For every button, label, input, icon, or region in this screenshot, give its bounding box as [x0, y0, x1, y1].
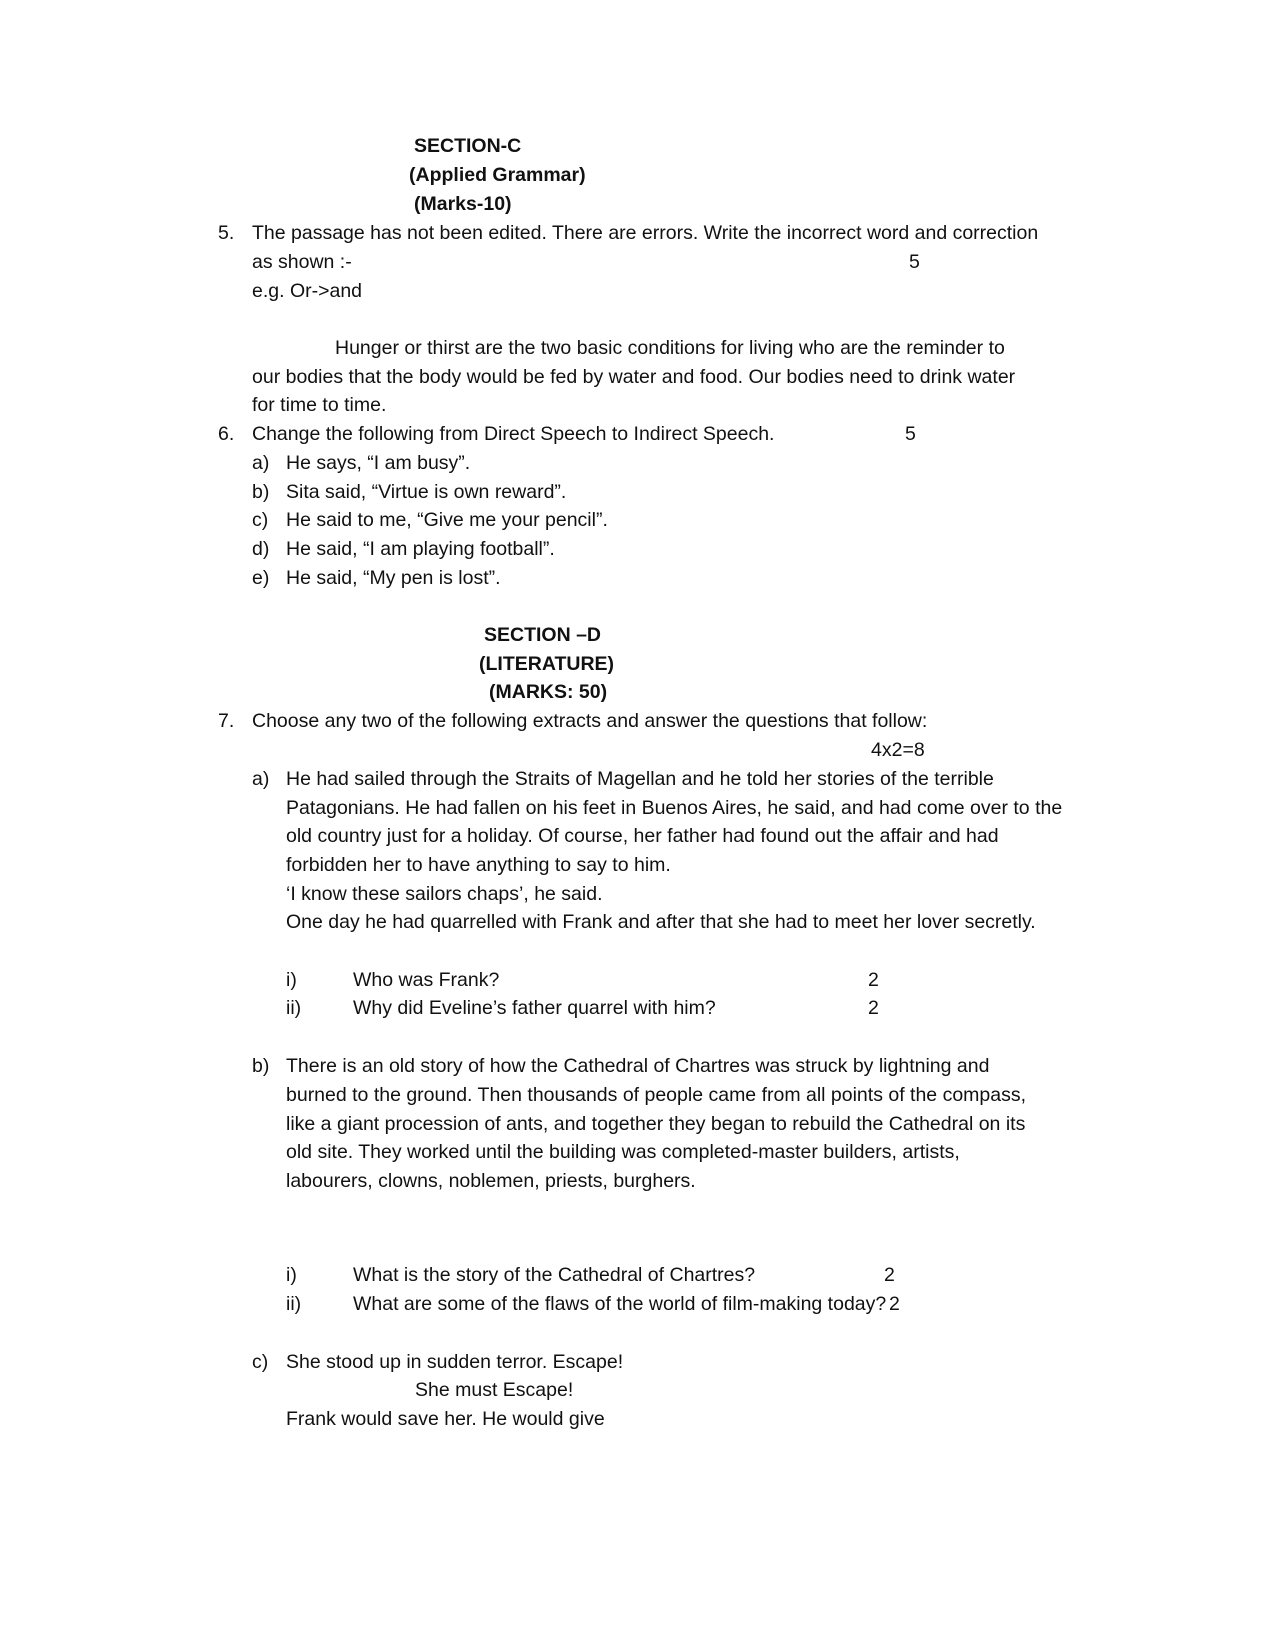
extract-c-label: c): [252, 1351, 269, 1373]
q5-marks: 5: [909, 251, 920, 273]
extract-a-question-text: Why did Eveline’s father quarrel with him?: [353, 997, 716, 1019]
q6-item-text: He said, “I am playing football”.: [286, 538, 555, 560]
q6-item-label: d): [252, 538, 270, 560]
q6-item-text: He said to me, “Give me your pencil”.: [286, 509, 608, 531]
extract-b-question-label: ii): [286, 1293, 302, 1315]
q5-passage-line: our bodies that the body would be fed by water and food. Our bodies need to drink water: [252, 366, 1016, 388]
q6-item-text: Sita said, “Virtue is own reward”.: [286, 481, 567, 503]
q7-number: 7.: [218, 710, 235, 732]
q5-example: e.g. Or->and: [252, 280, 363, 302]
extract-a-line: He had sailed through the Straits of Magellan and he told her stories of the terrible: [286, 768, 994, 790]
extract-b-question-marks: 2: [889, 1293, 900, 1315]
extract-a-line: Patagonians. He had fallen on his feet in Buenos Aires, he said, and had come over to the: [286, 797, 1063, 819]
q5-instruction-line2: as shown :-: [252, 251, 352, 273]
extract-b-question-text: What are some of the flaws of the world of film-making today?: [353, 1293, 887, 1315]
q6-item-label: b): [252, 481, 270, 503]
extract-b-line: labourers, clowns, noblemen, priests, burghers.: [286, 1170, 696, 1192]
q5-passage-line: Hunger or thirst are the two basic conditions for living who are the reminder to: [335, 337, 1005, 359]
section-d-marks: (MARKS: 50): [489, 681, 608, 703]
q6-instruction: Change the following from Direct Speech to Indirect Speech.: [252, 423, 775, 445]
q6-item-label: a): [252, 452, 270, 474]
extract-c-line: She must Escape!: [415, 1379, 574, 1401]
extract-b-label: b): [252, 1055, 270, 1077]
section-d-title: SECTION –D: [484, 624, 602, 646]
extract-b-line: There is an old story of how the Cathedral of Chartres was struck by lightning and: [286, 1055, 990, 1077]
extract-a-question-label: i): [286, 969, 297, 991]
extract-a-question-marks: 2: [868, 997, 879, 1019]
q5-number: 5.: [218, 222, 235, 244]
section-d-subtitle: (LITERATURE): [479, 653, 615, 675]
q6-item-text: He says, “I am busy”.: [286, 452, 471, 474]
q7-marks: 4x2=8: [871, 739, 925, 761]
extract-a-question-text: Who was Frank?: [353, 969, 500, 991]
q6-item-label: c): [252, 509, 269, 531]
extract-a-label: a): [252, 768, 270, 790]
extract-b-line: burned to the ground. Then thousands of people came from all points of the compass,: [286, 1084, 1027, 1106]
q5-instruction-line1: The passage has not been edited. There are errors. Write the incorrect word and correction: [252, 222, 1039, 244]
extract-c-line: She stood up in sudden terror. Escape!: [286, 1351, 624, 1373]
section-c-title: SECTION-C: [414, 135, 522, 157]
extract-b-question-text: What is the story of the Cathedral of Chartres?: [353, 1264, 756, 1286]
q6-number: 6.: [218, 423, 235, 445]
section-c-marks: (Marks-10): [414, 193, 512, 215]
q7-instruction: Choose any two of the following extracts and answer the questions that follow:: [252, 710, 928, 732]
extract-b-line: like a giant procession of ants, and together they began to rebuild the Cathedral on its: [286, 1113, 1026, 1135]
extract-a-line: old country just for a holiday. Of course, her father had found out the affair and had: [286, 825, 999, 847]
extract-a-line: forbidden her to have anything to say to him.: [286, 854, 671, 876]
section-c-subtitle: (Applied Grammar): [409, 164, 586, 186]
q6-marks: 5: [905, 423, 916, 445]
extract-c-line: Frank would save her. He would give: [286, 1408, 605, 1430]
extract-a-question-marks: 2: [868, 969, 879, 991]
extract-a-line: ‘I know these sailors chaps’, he said.: [286, 883, 603, 905]
extract-b-question-marks: 2: [884, 1264, 895, 1286]
q6-item-label: e): [252, 567, 270, 589]
extract-a-line: One day he had quarrelled with Frank and after that she had to meet her lover secretly.: [286, 911, 1036, 933]
extract-b-question-label: i): [286, 1264, 297, 1286]
extract-a-question-label: ii): [286, 997, 302, 1019]
extract-b-line: old site. They worked until the building was completed-master builders, artists,: [286, 1141, 960, 1163]
q5-passage-line: for time to time.: [252, 394, 387, 416]
q6-item-text: He said, “My pen is lost”.: [286, 567, 501, 589]
